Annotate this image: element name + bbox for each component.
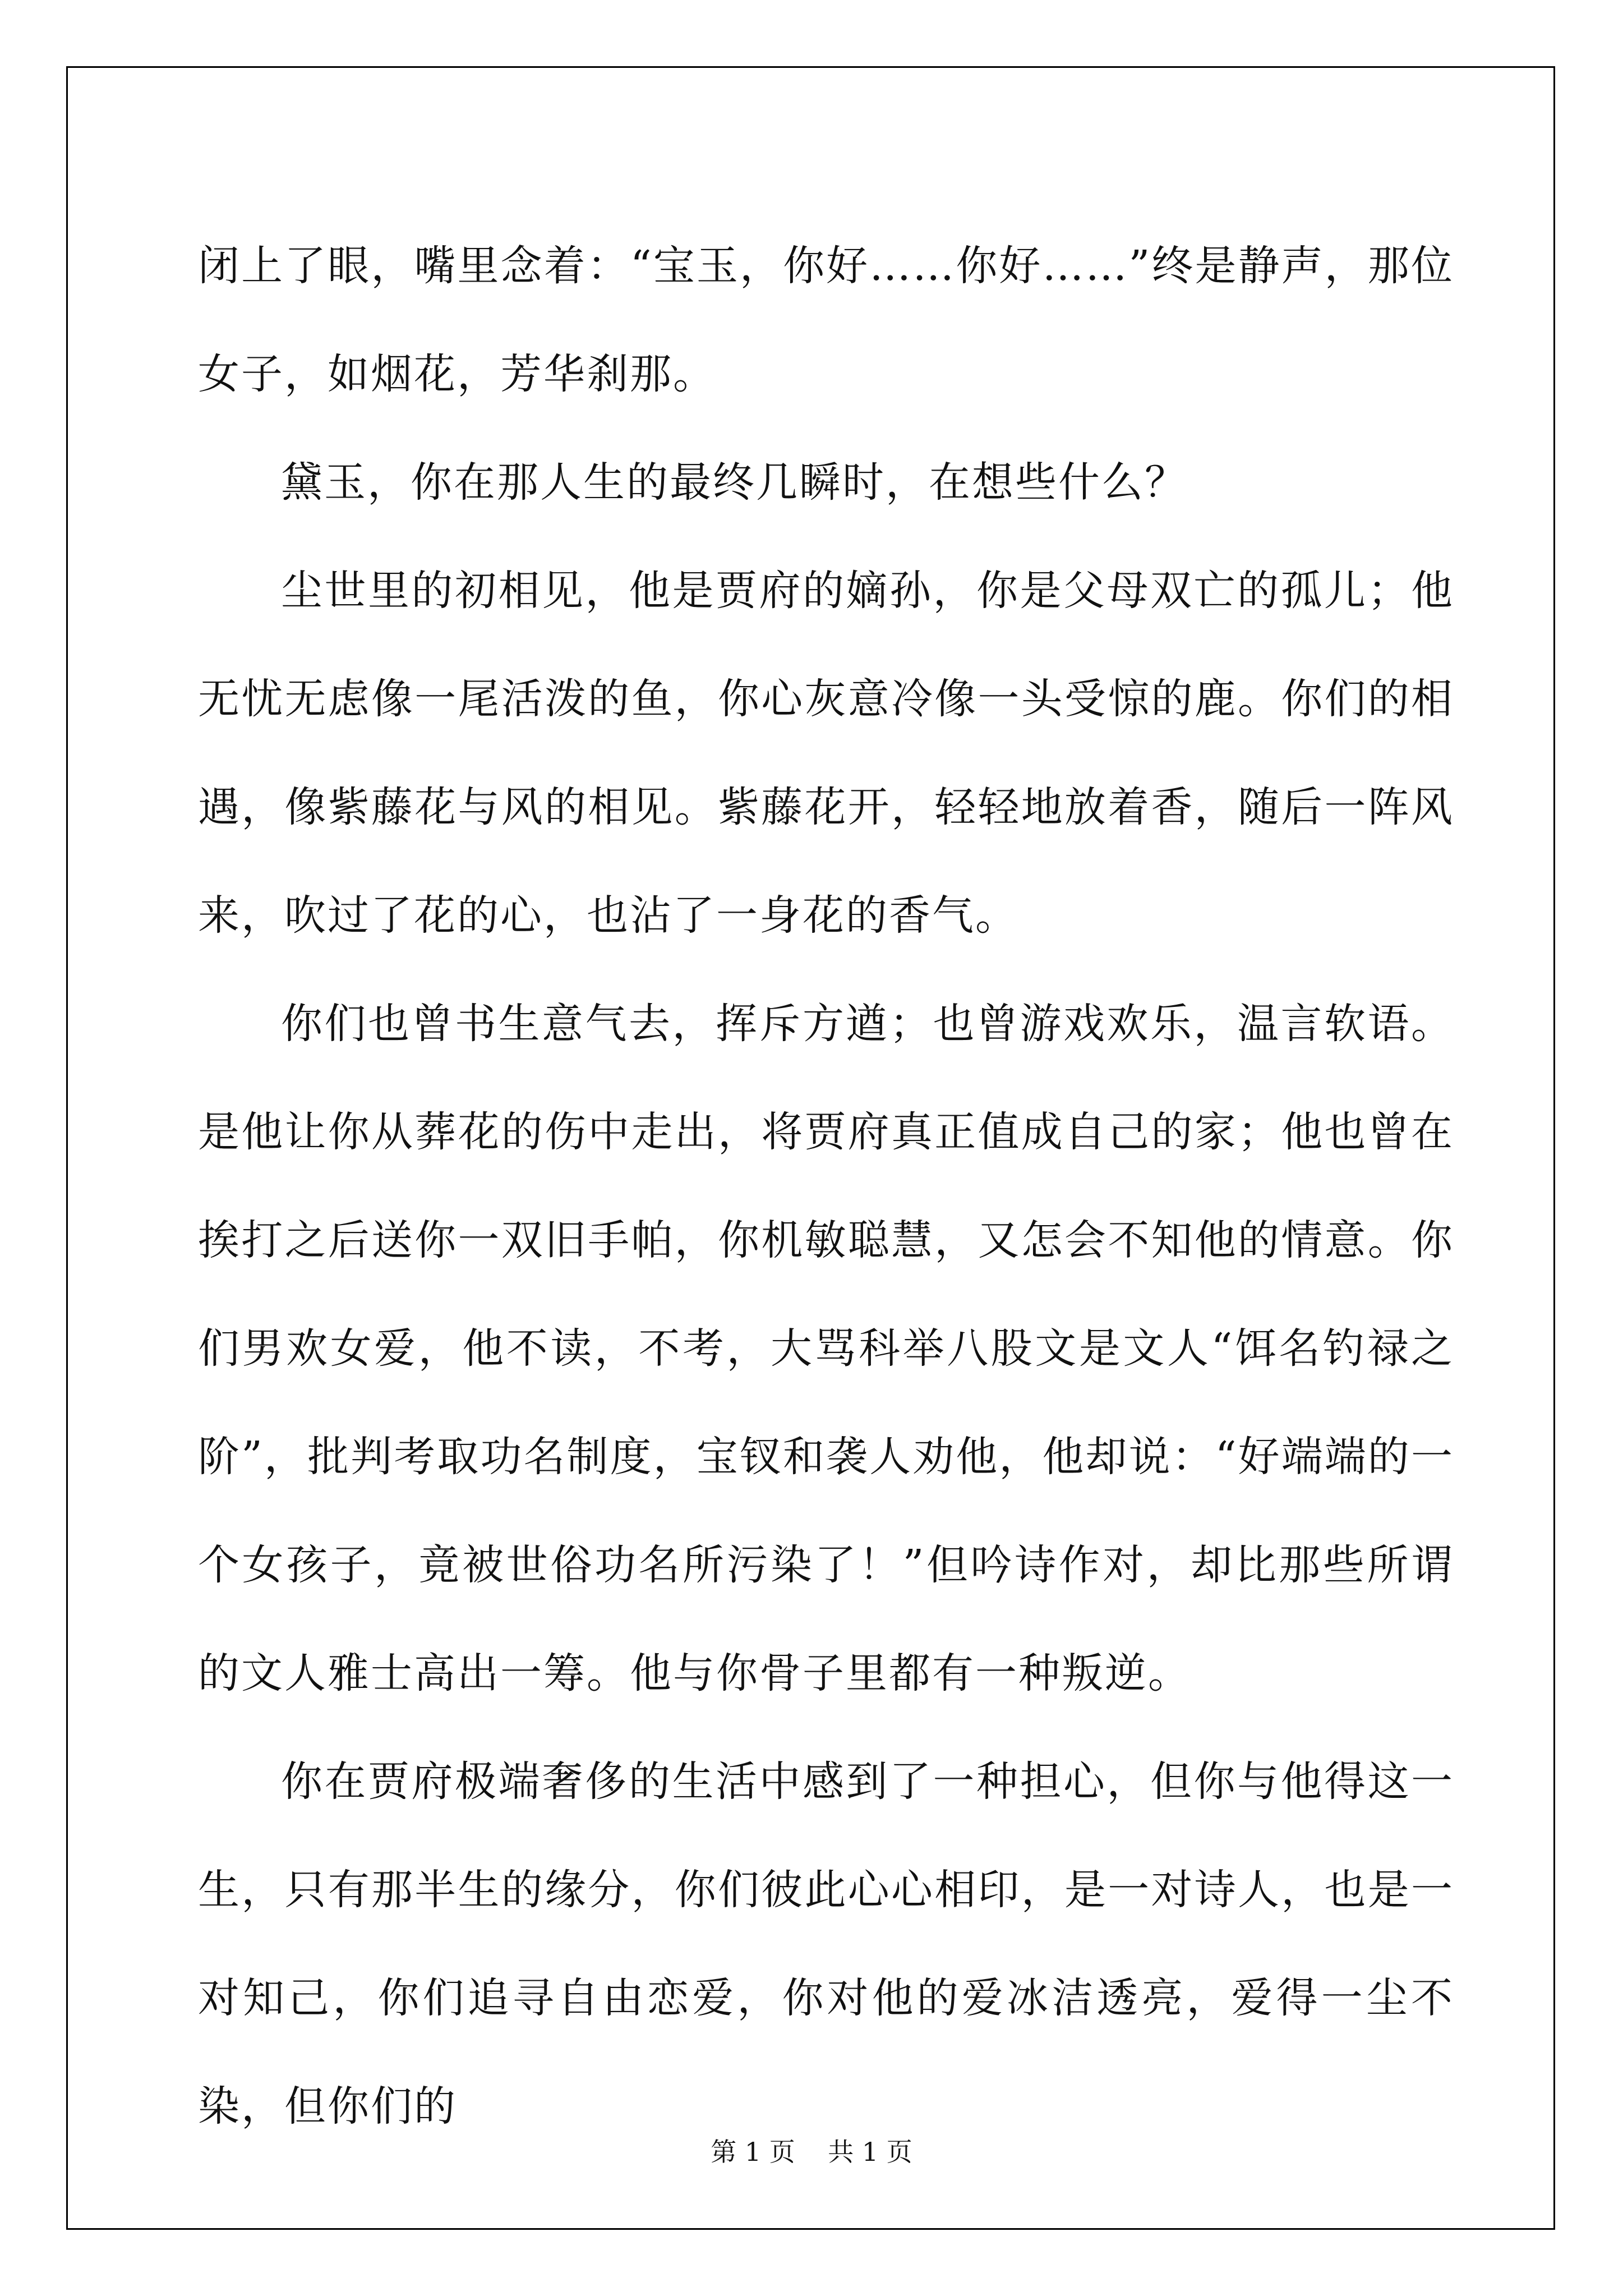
paragraph: 你们也曾书生意气去，挥斥方遒；也曾游戏欢乐，温言软语。是他让你从葬花的伤中走出，将贾府真正值成自己的家；他也曾在挨打之后送你一双旧手帕，你机敏聪慧，又怎会不知他的情意。你们男欢女爱，他不读，不考，大骂科举八股文是文人“饵名钓禄之阶”，批判考取功名制度，宝钗和袭人劝他，他却说：“好端端的一个女孩子，竟被世俗功名所污染了！”但吟诗作对，却比那些所谓的文人雅士高出一筹。他与你骨子里都有一种叛逆。 [198, 1000, 1454, 1697]
page-number-footer: 第 1 页 共 1 页 [711, 2137, 912, 2167]
document-body [198, 212, 1454, 2161]
paragraph: 尘世里的初相见，他是贾府的嫡孙，你是父母双亡的孤儿；他无忧无虑像一尾活泼的鱼，你心灰意冷像一头受惊的鹿。你们的相遇，像紫藤花与风的相见。紫藤花开，轻轻地放着香，随后一阵风来，吹过了花的心，也沾了一身花的香气。 [198, 567, 1454, 940]
paragraph: 闭上了眼，嘴里念着：“宝玉，你好……你好……”终是静声，那位女子，如烟花，芳华刹那。 [198, 242, 1454, 398]
paragraph: 黛玉，你在那人生的最终几瞬时，在想些什么？ [281, 458, 1188, 507]
paragraph: 你在贾府极端奢侈的生活中感到了一种担心，但你与他得这一生，只有那半生的缘分，你们彼此心心相印，是一对诗人，也是一对知己，你们追寻自由恋爱，你对他的爱冰洁透亮，爱得一尘不染，但你们的 [198, 1757, 1454, 2131]
